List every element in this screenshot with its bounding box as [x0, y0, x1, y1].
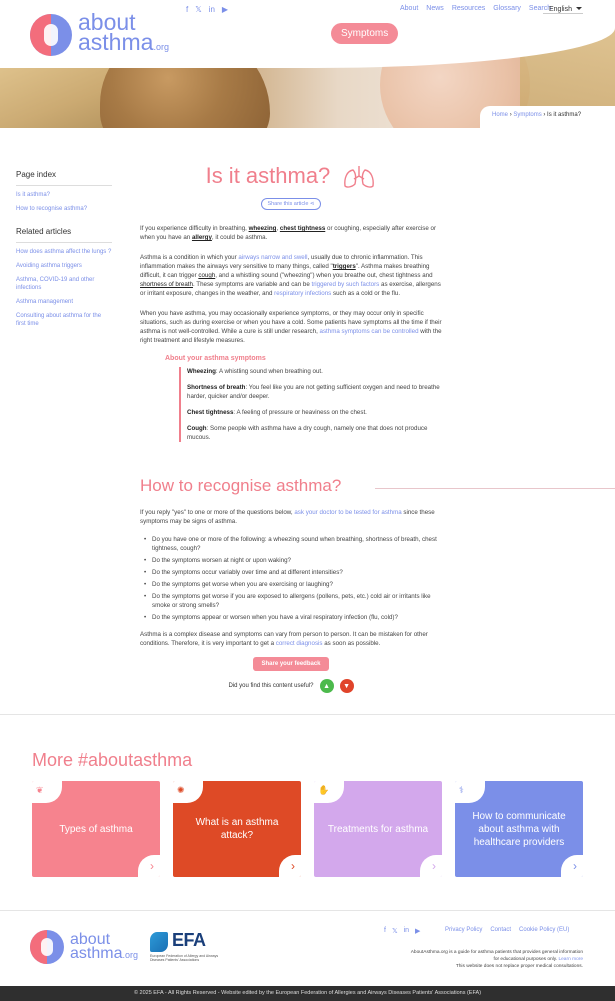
footer-links — [445, 927, 569, 933]
link-triggers[interactable]: triggered by such factors — [311, 281, 380, 289]
youtube-icon[interactable]: ▶ — [415, 928, 421, 935]
related-article-link[interactable]: Asthma, COVID-19 and other infections — [16, 277, 95, 291]
footer-logo[interactable] — [30, 930, 138, 964]
card-title: How to communicate about asthma with healthcare providers — [472, 810, 566, 848]
section-heading: How to recognise asthma? — [140, 476, 342, 496]
question-item: • Do you have one or more of the following: a wheezing sound when breathing, shortness of breath, chest tightness, cough? — [152, 535, 442, 553]
symptom-item: Cough: Some people with asthma have a dry cough, namely one that does not produce mucous. — [187, 425, 428, 442]
logo-text: about asthma.org — [78, 9, 169, 55]
questions-intro: If you reply "yes" to one or more of the questions below, ask your doctor to be tested for asthma since these symptoms may be signs of asthma. — [140, 509, 435, 526]
more-section-title: More #aboutasthma — [32, 750, 193, 770]
top-link-about[interactable]: About — [400, 5, 419, 12]
chevron-right-icon: › — [150, 859, 154, 873]
link-correct-diagnosis[interactable]: correct diagnosis — [275, 640, 323, 648]
facebook-icon[interactable]: f — [384, 927, 386, 934]
top-link-search[interactable]: Search — [528, 5, 552, 12]
symptoms-list — [179, 367, 445, 442]
symptom-item: Chest tightness: A feeling of pressure or heaviness on the chest. — [187, 409, 367, 417]
page-index-link[interactable]: Is it asthma? — [16, 192, 51, 198]
efa-wordmark: EFA — [172, 930, 206, 950]
language-underline — [543, 13, 583, 14]
symptom-item: Wheezing: A whistling sound when breathing out. — [187, 368, 323, 376]
glossary-term-triggers[interactable]: triggers — [332, 263, 356, 271]
linkedin-icon[interactable]: in — [208, 5, 215, 14]
share-icon: ⋖ — [309, 201, 315, 208]
related-article-link[interactable]: Avoiding asthma triggers — [16, 263, 82, 269]
page-index-title: Page index — [16, 170, 112, 186]
lungs-icon — [342, 164, 376, 190]
card-asthma-attack[interactable] — [173, 781, 301, 877]
glossary-term-cough[interactable]: cough — [198, 272, 216, 280]
definition-paragraph: Asthma is a condition in which your airways narrow and swell, usually due to chronic inflammation. This inflammation makes the airways very sensitive to many things, called "triggers". Asthma makes breathing difficult, it can trigger cough, and a whistling sound ("wheezing") when you breathe out, chest tightness and shortness of breath. These symptoms are variable and can be triggered by such factors as exercise, allergens or irritant exposure, changes in the weather, and respiratory infections such as a cold or the flu. — [140, 254, 441, 298]
question-item: • Do the symptoms get worse when you are exercising or laughing? — [152, 580, 442, 589]
question-item: • Do the symptoms worsen at night or upon waking? — [152, 556, 442, 565]
logo-mark-icon — [30, 930, 64, 964]
breadcrumb-separator: › — [509, 112, 512, 118]
related-article-link[interactable]: Consulting about asthma for the first time — [16, 313, 102, 327]
card-title: What is an asthma attack? — [195, 817, 279, 841]
breadcrumb — [480, 106, 615, 128]
glossary-term-shortness-of-breath[interactable]: shortness of breath — [140, 281, 193, 289]
efa-logo[interactable] — [150, 930, 220, 962]
efa-mark-icon — [150, 932, 168, 952]
related-article-link[interactable]: How does asthma affect the lungs ? — [16, 249, 112, 255]
header-social-links — [186, 5, 228, 14]
intro-paragraph: If you experience difficulty in breathing, wheezing, chest tightness or coughing, especially after exercise or when you have an allergy, it could be asthma. — [140, 225, 437, 242]
nav-care[interactable]: Care — [461, 28, 483, 39]
share-feedback-button[interactable]: Share your feedback — [253, 657, 329, 671]
glossary-term-chest-tightness[interactable]: chest tightness — [279, 225, 326, 233]
lungs-icon: ❦ — [36, 785, 44, 795]
copyright-bar: © 2025 EFA - All Rights Reserved - Website edited by the European Federation of Allergies and Airways Diseases Patients' Associations (EFA) — [0, 986, 615, 1001]
card-types-of-asthma[interactable] — [32, 781, 160, 877]
card-title: Treatments for asthma — [327, 823, 429, 835]
questions-list — [140, 535, 442, 622]
share-button[interactable] — [261, 198, 321, 210]
useful-question: Did you find this content useful? — [228, 683, 314, 690]
x-twitter-icon[interactable]: 𝕏 — [195, 5, 202, 14]
question-item: • Do the symptoms occur variably over time and at different intensities? — [152, 568, 442, 577]
link-symptoms-controlled[interactable]: asthma symptoms can be controlled — [319, 328, 419, 336]
section-divider — [0, 714, 615, 715]
footer-social-links — [384, 927, 420, 935]
card-title: Types of asthma — [59, 823, 133, 835]
useful-poll — [140, 679, 442, 693]
language-label: English — [549, 6, 572, 13]
linkedin-icon[interactable]: in — [403, 927, 410, 934]
top-bar — [0, 5, 615, 19]
main-nav — [331, 23, 569, 44]
cookie-policy-link[interactable]: Cookie Policy (EU) — [519, 927, 570, 933]
link-respiratory-infections[interactable]: respiratory infections — [274, 290, 332, 298]
more-cards — [32, 781, 583, 877]
diagnosis-paragraph: Asthma is a complex disease and symptoms can vary from person to person. It can be mistaken for other conditions. Therefore, it is very important to get a correct diagnosis as soon as possible. — [140, 631, 428, 648]
treatment-icon: ✋ — [318, 785, 330, 795]
control-paragraph: When you have asthma, you may occasionally experience symptoms, or they may occur only in specific situations, such as during exercise or when you have a cold. Some patients have symptoms all the time if their asthma is not well-controlled. While a cure is still under research, asthma symptoms can be controlled with the right treatment and lifestyle measures. — [140, 310, 442, 345]
footer-logo-text: about asthma.org — [70, 930, 138, 962]
facebook-icon[interactable]: f — [186, 5, 189, 14]
logo-mark-icon — [30, 14, 72, 56]
learn-more-link[interactable]: Learn more — [558, 957, 583, 962]
card-treatments[interactable] — [314, 781, 442, 877]
breadcrumb-symptoms[interactable]: Symptoms — [513, 112, 542, 118]
footer-divider — [0, 910, 615, 911]
thumbs-up-icon[interactable]: ▲ — [320, 679, 334, 693]
breadcrumb-home[interactable]: Home — [492, 112, 509, 118]
question-item: • Do the symptoms get worse if you are exposed to allergens (pollens, pets, etc.) cold air or irritants like smoke or strong smells? — [152, 592, 442, 610]
share-label: Share this article — [267, 201, 309, 208]
sidebar — [16, 170, 112, 334]
symptom-item: Shortness of breath: You feel like you are not getting sufficient oxygen and need to breathe harder, quicker and/or deeper. — [187, 384, 440, 401]
top-link-glossary[interactable]: Glossary — [493, 5, 521, 12]
symptoms-box-title: About your asthma symptoms — [165, 355, 266, 363]
breadcrumb-current: Is it asthma? — [547, 112, 582, 118]
footer-disclaimer: AboutAsthma.org is a guide for asthma patients that provides general information for educational purposes only. Learn more This website does not replace proper medical consultations. — [410, 950, 583, 969]
glossary-term-allergy[interactable]: allergy — [191, 234, 212, 242]
page-index-link[interactable]: How to recognise asthma? — [16, 206, 88, 212]
nav-help[interactable]: Help — [538, 28, 560, 39]
privacy-policy-link[interactable]: Privacy Policy — [445, 927, 483, 933]
link-ask-doctor[interactable]: ask your doctor to be tested for asthma — [294, 509, 402, 517]
nav-attacks[interactable]: Attacks — [408, 28, 442, 39]
nav-symptoms[interactable]: Symptoms — [331, 23, 398, 44]
related-articles-title: Related articles — [16, 227, 112, 243]
contact-link[interactable]: Contact — [490, 927, 512, 933]
top-link-resources[interactable]: Resources — [451, 5, 486, 12]
breadcrumb-separator: › — [543, 112, 546, 118]
question-item: • Do the symptoms appear or worsen when you have a viral respiratory infection (flu, cold)? — [152, 613, 442, 622]
glossary-term-wheezing[interactable]: wheezing — [248, 225, 277, 233]
nav-life[interactable]: Life — [502, 28, 519, 39]
related-article-link[interactable]: Asthma management — [16, 299, 74, 305]
chevron-right-icon: › — [573, 859, 577, 873]
efa-subtitle: European Federation of Allergy and Airways Diseases Patients' Associations — [150, 953, 219, 962]
language-selector[interactable] — [549, 5, 582, 13]
top-link-news[interactable]: News — [426, 5, 444, 12]
youtube-icon[interactable]: ▶ — [221, 5, 229, 14]
symptoms-box — [165, 355, 445, 442]
stethoscope-icon: ⚕ — [459, 785, 464, 795]
top-links — [400, 5, 551, 12]
page-title — [140, 163, 442, 190]
thumbs-down-icon[interactable]: ▼ — [340, 679, 354, 693]
chevron-right-icon: › — [432, 859, 436, 873]
card-healthcare-communication[interactable] — [455, 781, 583, 877]
chevron-right-icon: › — [291, 859, 295, 873]
page-title-text: Is it asthma? — [205, 163, 331, 188]
attack-icon: ✺ — [177, 785, 185, 795]
link-airways-narrow[interactable]: airways narrow and swell — [238, 254, 308, 262]
heading-divider — [375, 488, 615, 489]
article — [140, 160, 442, 693]
x-twitter-icon[interactable]: 𝕏 — [391, 928, 398, 935]
